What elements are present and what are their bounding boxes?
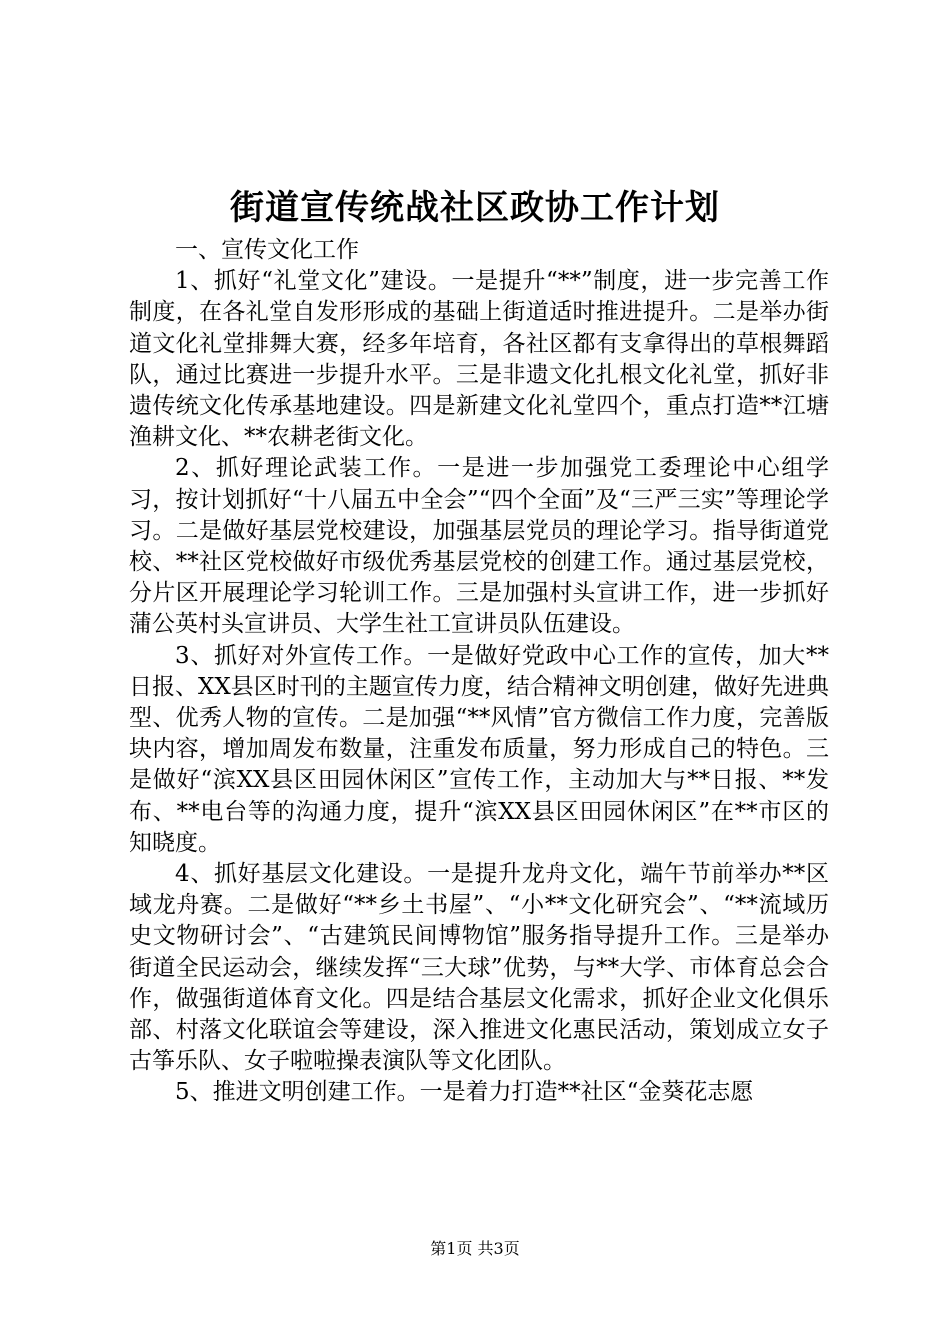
document-title: 街道宣传统战社区政协工作计划 [230,188,720,228]
section-heading: 一、宣传文化工作 [175,237,359,263]
document-body [129,235,829,1109]
paragraph-4: 4、抓好基层文化建设。一是提升龙舟文化，端午节前举办**区域龙舟赛。二是做好“**乡土书屋”、“小**文化研究会”、“**流域历史文物研讨会”、“古建筑民间博物馆”服务指导提升工作。三是举办街道全民运动会，继续发挥“三大球”优势，与**大学、市体育总会合作，做强街道体育文化。四是结合基层文化需求，抓好企业文化俱乐部、村落文化联谊会等建设，深入推进文化惠民活动，策划成立女子古筝乐队、女子啦啦操表演队等文化团队。 [129,861,829,1075]
paragraph-1: 1、抓好“礼堂文化”建设。一是提升“**”制度，进一步完善工作制度，在各礼堂自发形形成的基础上街道适时推进提升。二是举办街道文化礼堂排舞大赛，经多年培育，各社区都有支拿得出的草根舞蹈队，通过比赛进一步提升水平。三是非遗文化扎根文化礼堂，抓好非遗传统文化传承基地建设。四是新建文化礼堂四个，重点打造**江塘渔耕文化、**农耕老街文化。 [129,268,829,451]
paragraph-2: 2、抓好理论武装工作。一是进一步加强党工委理论中心组学习，按计划抓好“十八届五中全会”“四个全面”及“三严三实”等理论学习。二是做好基层党校建设，加强基层党员的理论学习。指导街道党校、**社区党校做好市级优秀基层党校的创建工作。通过基层党校，分片区开展理论学习轮训工作。三是加强村头宣讲工作，进一步抓好蒲公英村头宣讲员、大学生社工宣讲员队伍建设。 [129,455,829,638]
page-number-footer: 第1页 共3页 [430,1239,520,1258]
paragraph-5: 5、推进文明创建工作。一是着力打造**社区“金葵花志愿 [175,1079,754,1106]
paragraph-3: 3、抓好对外宣传工作。一是做好党政中心工作的宣传，加大**日报、XX县区时刊的主题宣传力度，结合精神文明创建，做好先进典型、优秀人物的宣传。二是加强“**风情”官方微信工作力度，完善版块内容，增加周发布数量，注重发布质量，努力形成自己的特色。三是做好“滨XX县区田园休闲区”宣传工作，主动加大与**日报、**发布、**电台等的沟通力度，提升“滨XX县区田园休闲区”在**市区的知晓度。 [129,642,829,856]
